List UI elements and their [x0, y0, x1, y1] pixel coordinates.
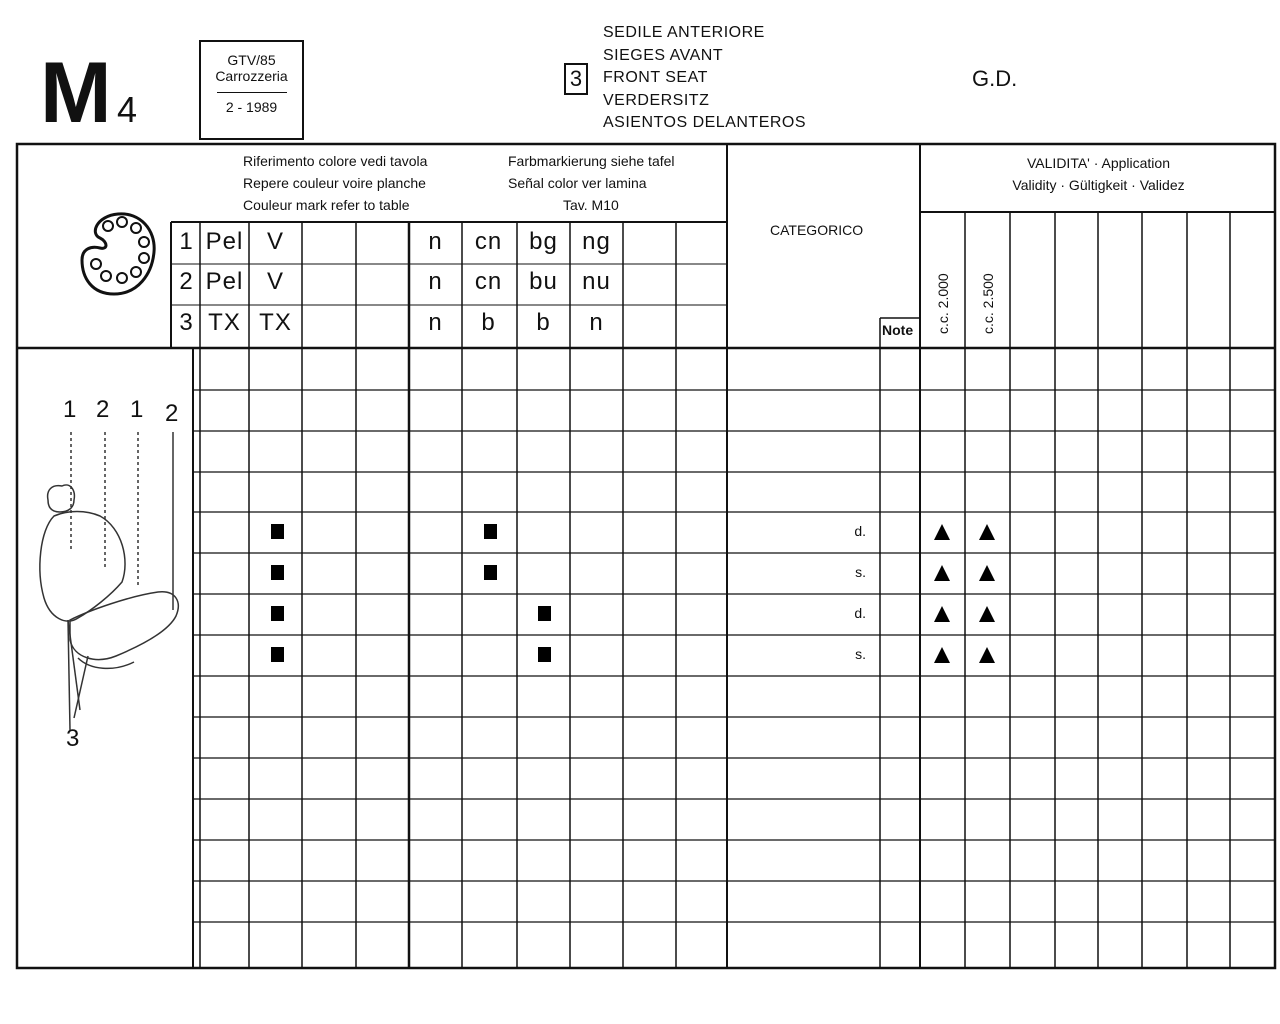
- side-code: s.: [855, 646, 866, 662]
- colour-code-cell: b: [481, 309, 496, 336]
- side-code: s.: [855, 564, 866, 580]
- model-info-box: [199, 40, 304, 140]
- colour-code-cell: TX: [259, 309, 292, 336]
- colour-mark: [484, 524, 497, 539]
- section-titles: [603, 22, 806, 135]
- group-number: 3: [564, 63, 588, 95]
- palette-icon: [78, 208, 160, 300]
- colour-ref-de: Farbmarkierung siehe tafel: [508, 153, 675, 169]
- colour-ref-right: [508, 150, 675, 216]
- colour-code-cell: Pel: [205, 268, 244, 295]
- validity-col-2500: c.c. 2.500: [980, 273, 996, 334]
- callout-2a: 2: [96, 396, 110, 423]
- colour-code-cell: Pel: [205, 228, 244, 255]
- note-label: Note: [882, 322, 914, 338]
- colour-code-cell: V: [266, 228, 284, 255]
- colour-row-number: 3: [179, 309, 193, 336]
- colour-code-cell: V: [266, 268, 284, 295]
- colour-code-cell: TX: [208, 309, 241, 336]
- colour-code-cell: cn: [474, 268, 503, 295]
- title-es: ASIENTOS DELANTEROS: [603, 114, 807, 131]
- validity-mark-icon: [934, 524, 950, 540]
- validity-mark-icon: [934, 606, 950, 622]
- validity-mark-icon: [934, 647, 950, 663]
- colour-code-cell: n: [589, 309, 604, 336]
- colour-code-cell: n: [428, 268, 443, 295]
- colour-mark: [271, 524, 284, 539]
- title-de: VERDERSITZ: [603, 91, 710, 109]
- colour-mark: [538, 647, 551, 662]
- colour-code-cell: n: [428, 228, 443, 255]
- colour-code-cell: b: [536, 309, 551, 336]
- title-en: FRONT SEAT: [603, 69, 708, 86]
- colour-ref-left: [243, 150, 427, 216]
- colour-ref-fr: Repere couleur voire planche: [243, 175, 426, 191]
- validity-mark-icon: [979, 565, 995, 581]
- colour-code-cell: n: [428, 309, 443, 336]
- validity-col-2000: c.c. 2.000: [935, 273, 951, 334]
- title-it: SEDILE ANTERIORE: [603, 24, 765, 41]
- gd-label: G.D.: [972, 66, 1018, 91]
- side-code: d.: [854, 605, 866, 621]
- page-code: M: [40, 45, 108, 141]
- validity-mark-icon: [979, 647, 995, 663]
- colour-code-cell: nu: [582, 268, 611, 295]
- colour-ref-en: Couleur mark refer to table: [243, 197, 410, 213]
- colour-code-cell: bu: [529, 268, 558, 295]
- side-code: d.: [854, 523, 866, 539]
- colour-code-cell: bg: [529, 228, 558, 255]
- validity-mark-icon: [979, 524, 995, 540]
- colour-ref-es: Señal color ver lamina: [508, 175, 647, 191]
- colour-row-number: 2: [179, 268, 193, 295]
- title-fr: SIEGES AVANT: [603, 46, 724, 64]
- validity-mark-icon: [979, 606, 995, 622]
- callout-3: 3: [66, 725, 80, 752]
- colour-code-cell: cn: [474, 228, 503, 255]
- callout-2b: 2: [165, 400, 179, 427]
- info-divider: [217, 92, 287, 93]
- issue-date: 2 - 1989: [225, 99, 278, 115]
- colour-mark: [484, 565, 497, 580]
- colour-code-cell: ng: [582, 228, 611, 255]
- colour-table-ref: Tav. M10: [563, 197, 619, 213]
- colour-mark: [271, 565, 284, 580]
- colour-mark: [271, 647, 284, 662]
- categorico-label: CATEGORICO: [770, 222, 864, 238]
- colour-ref-it: Riferimento colore vedi tavola: [243, 153, 428, 169]
- colour-row-number: 1: [179, 228, 193, 255]
- callout-1a: 1: [63, 396, 77, 423]
- validity-mark-icon: [934, 565, 950, 581]
- colour-mark: [271, 606, 284, 621]
- validity-header: [922, 152, 1275, 196]
- callout-1b: 1: [130, 396, 144, 423]
- model-name: GTV/85: [227, 52, 276, 68]
- colour-mark: [538, 606, 551, 621]
- seat-diagram-icon: [30, 420, 190, 730]
- section-name: Carrozzeria: [215, 68, 288, 84]
- page-code-sub: 4: [117, 89, 138, 130]
- validity-title: VALIDITA' · Application: [1027, 155, 1170, 171]
- validity-subtitle: Validity · Gültigkeit · Validez: [1012, 177, 1185, 193]
